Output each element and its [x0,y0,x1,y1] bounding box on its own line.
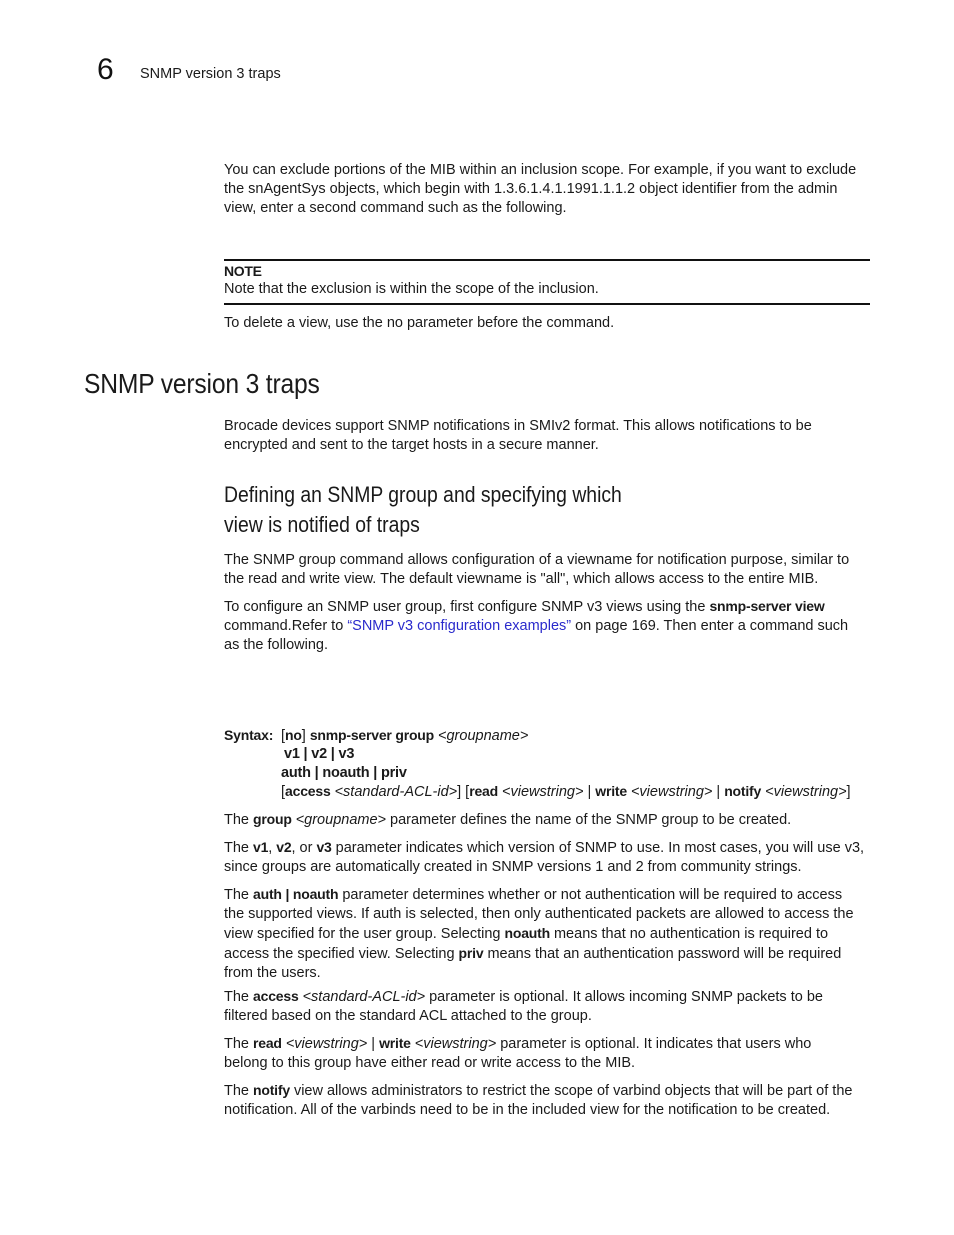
arg-viewstring: <viewstring> [410,1036,497,1052]
text-line: The SNMP group command allows configuration of a viewname for notification purpose, similar to [224,552,850,568]
text: view allows administrators to restrict the scope of varbind objects that will be part of the [289,1083,853,1099]
syntax-line-4 [281,782,851,802]
syntax-line-2: v1 | v2 | v3 [284,746,355,762]
keyword-access: access [253,988,299,1004]
text-line: encrypted and sent to the target hosts in a secure manner. [224,437,599,453]
keyword-snmp-server-group: snmp-server group [309,727,434,743]
text: parameter is optional. It indicates that users who [496,1036,812,1052]
note-bottom-rule [224,303,870,305]
text-line: belong to this group have either read or write access to the MIB. [224,1055,636,1071]
text: access the specified view. Selecting [224,946,459,962]
keyword-v2: v2 [276,839,292,855]
cross-reference-link[interactable]: “SNMP v3 configuration examples” [347,618,572,634]
keyword-access: access [285,783,331,799]
syntax-line-3: auth | noauth | priv [281,765,407,781]
keyword-write: write [379,1035,411,1051]
command-keyword: snmp-server view [709,598,825,614]
keyword-notify: notify [253,1082,290,1098]
version-param-paragraph [224,838,872,877]
keyword-read: read [469,783,498,799]
arg-groupname: <groupname> [434,728,529,744]
keyword-no: no [285,727,302,743]
text-line: view, enter a second command such as the following. [224,200,567,216]
section-heading: SNMP version 3 traps [84,368,320,399]
keyword-auth-noauth: auth | noauth [253,886,339,902]
keyword-priv: priv [458,945,484,961]
note-top-rule [224,259,870,261]
arg-acl: <standard-ACL-id> [330,784,458,800]
auth-param-paragraph [224,885,872,983]
text-line: the read and write view. The default viewname is "all", which allows access to the entire MIB. [224,571,819,587]
read-write-param-paragraph [224,1034,872,1073]
intro-paragraph [224,161,872,218]
group-param-paragraph [224,810,872,830]
text: The [224,1036,254,1052]
subsection-heading [224,480,682,540]
text: To configure an SNMP user group, first configure SNMP v3 views using the [224,599,710,615]
arg-viewstring: <viewstring> [626,784,713,800]
bracket: [ [281,784,286,800]
syntax-label [224,726,273,746]
arg-viewstring: <viewstring> [281,1036,368,1052]
bracket: [ [281,728,286,744]
syntax-label-text: Syntax: [224,727,274,743]
heading-line: Defining an SNMP group and specifying which [224,482,622,507]
keyword-write: write [595,783,627,799]
text-line: filtered based on the standard ACL attached to the group. [224,1008,592,1024]
group-command-paragraph [224,551,872,589]
arg-groupname: <groupname> [291,812,386,828]
arg-viewstring: <viewstring> [761,784,847,800]
text: means that no authentication is required to [549,926,829,942]
text: command.Refer to [224,618,348,634]
syntax-line-1 [281,726,528,746]
text-line: the supported views. If auth is selected, then only authenticated packets are allowed to access the [224,906,854,922]
text: , or [291,840,317,856]
text: parameter is optional. It allows incoming SNMP packets to be [425,989,823,1005]
note-label: NOTE [224,263,262,279]
arg-acl: <standard-ACL-id> [298,989,426,1005]
heading-line: view is notified of traps [224,512,420,537]
text: The [224,1083,254,1099]
text: The [224,840,254,856]
keyword-noauth: noauth [504,925,550,941]
text: , [268,840,277,856]
text-line: from the users. [224,965,321,981]
section-intro-paragraph [224,417,872,455]
text: parameter determines whether or not authentication will be required to access [338,887,843,903]
text-line: the snAgentSys objects, which begin with 1.3.6.1.4.1.1991.1.1.2 object identifier from the admin [224,181,838,197]
separator: | [712,784,725,800]
bracket: ] [846,784,851,800]
delete-view-paragraph: To delete a view, use the no parameter before the command. [224,315,615,331]
keyword-group: group [253,811,292,827]
text-line: notification. All of the varbinds need to be in the included view for the notification to be created. [224,1102,831,1118]
text: parameter defines the name of the SNMP group to be created. [386,812,792,828]
note-text: Note that the exclusion is within the scope of the inclusion. [224,281,599,297]
access-param-paragraph [224,987,872,1026]
text: parameter indicates which version of SNMP to use. In most cases, you will use v3, [331,840,865,856]
keyword-notify: notify [724,783,762,799]
text-line: since groups are automatically created in SNMP versions 1 and 2 from community strings. [224,859,802,875]
text-line: You can exclude portions of the MIB within an inclusion scope. For example, if you want to exclude [224,162,857,178]
running-head: SNMP version 3 traps [140,66,281,82]
text: means that an authentication password will be required [483,946,842,962]
configure-paragraph [224,597,872,655]
text: The [224,812,254,828]
keyword-v1: v1 [253,839,269,855]
text: The [224,989,254,1005]
bracket: ] [ [457,784,470,800]
text: on page 169. Then enter a command such [571,618,849,634]
text-line: Brocade devices support SNMP notifications in SMIv2 format. This allows notifications to be [224,418,812,434]
bracket: ] [301,728,310,744]
arg-viewstring: <viewstring> [497,784,584,800]
notify-param-paragraph [224,1081,872,1120]
text: view specified for the user group. Selecting [224,926,505,942]
separator: | [583,784,596,800]
text-line: as the following. [224,637,328,653]
keyword-v3: v3 [316,839,332,855]
keyword-read: read [253,1035,282,1051]
text: The [224,887,254,903]
chapter-number: 6 [97,53,114,86]
separator: | [367,1036,380,1052]
